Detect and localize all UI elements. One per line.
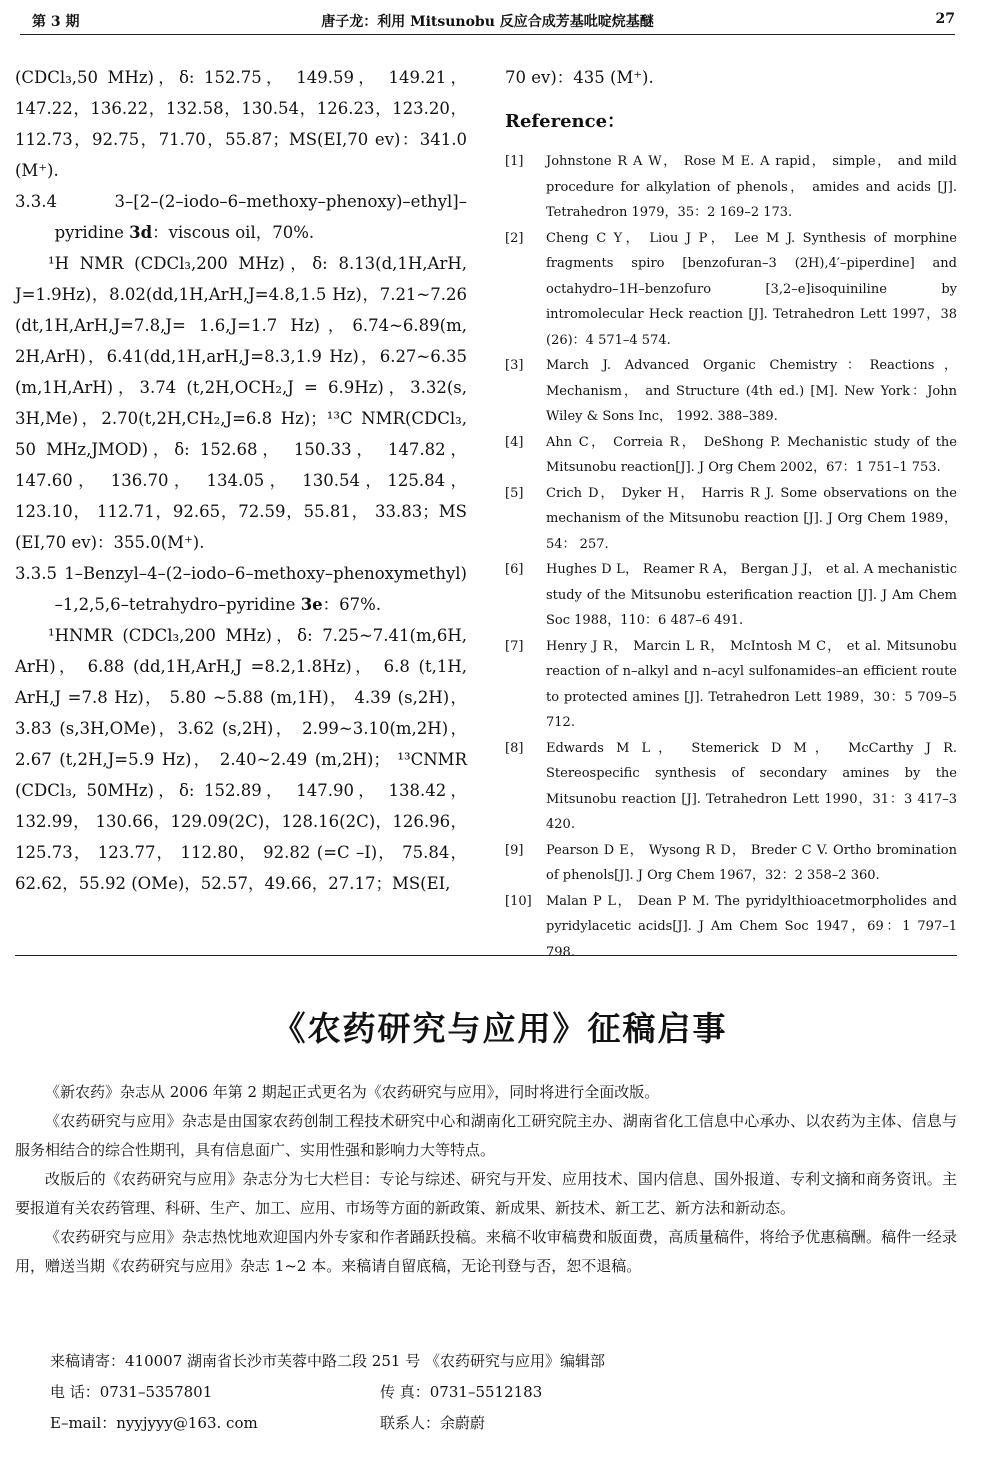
reference-number: [9] — [505, 842, 524, 858]
compound-info: ：67%. — [322, 595, 382, 614]
reference-item — [505, 889, 957, 966]
reference-number: [7] — [505, 638, 524, 654]
phone-number: 电 话：0731–5357801 — [50, 1383, 213, 1401]
reference-item — [505, 149, 957, 226]
reference-text: Crich D， Dyker H， Harris R J. Some observations on the mechanism of the Mitsunobu reaction [J]. J Org Chem 1989，54： 257. — [546, 485, 957, 552]
reference-number: [3] — [505, 358, 524, 373]
notice-paragraph: 《农药研究与应用》杂志热忱地欢迎国内外专家和作者踊跃投稿。来稿不收审稿费和版面费，高质量稿件，将给予优惠稿酬。稿件一经录用，赠送当期《农药研究与应用》杂志 1~2 本。来稿请自留底稿，无论刊登与否，恕不退稿。 — [15, 1228, 957, 1275]
contact-block — [50, 1346, 930, 1439]
reference-number: [10] — [505, 893, 532, 909]
email-address: E–mail：nyyjyyy@163. com — [50, 1414, 258, 1432]
reference-number: [2] — [505, 230, 524, 246]
left-column — [15, 62, 467, 899]
compound-name: 3.3.4 3–[2–(2–iodo–6–methoxy–phenoxy)–ethyl]– pyridine — [15, 192, 467, 242]
fax-number: 传 真：0731–5512183 — [380, 1383, 543, 1401]
running-title: 唐子龙：利用 Mitsunobu 反应合成芳基吡啶烷基醚 — [321, 14, 654, 30]
contact-person: 联系人：余蔚蔚 — [380, 1414, 486, 1432]
reference-number: [5] — [505, 485, 524, 501]
reference-item — [505, 353, 957, 430]
section-3-3-5-heading — [15, 558, 467, 620]
reference-number: [8] — [505, 740, 524, 756]
reference-item — [505, 736, 957, 838]
notice-paragraph: 《新农药》杂志从 2006 年第 2 期起正式更名为《农药研究与应用》，同时将进行全面改版。 — [45, 1083, 660, 1101]
reference-number: [4] — [505, 434, 524, 450]
reference-number: [6] — [505, 562, 524, 577]
nmr-data-paragraph: ¹HNMR (CDCl₃,200 MHz)，δ: 7.25~7.41(m,6H, ArH)， 6.88 (dd,1H,ArH,J =8.2,1.8Hz)， 6.8 (t,1H, ArH,J =7.8 Hz)， 5.80 ~5.88 (m,1H)， 4.39 (s,2H)， 3.83 (s,3H,OMe)，3.62 (s,2H)， 2.99~3.10(m,2H)， 2.67 (t,2H,J=5.9 Hz)， 2.40~2.49 (m,2H)； ¹³CNMR (CDCl₃, 50MHz)，δ: 152.89， 147.90， 138.42， 132.99， 130.66，129.09(2C)，128.16(2C)，126.96， 125.73， 123.77， 112.80， 92.82 (=C –I)， 75.84， 62.62，55.92 (OMe)，52.57，49.66，27.17；MS(EI, — [15, 626, 467, 893]
reference-text: Pearson D E， Wysong R D， Breder C V. Ortho bromination of phenols[J]. J Org Chem 1967，32：2 358–2 360. — [546, 842, 957, 883]
mailing-address: 来稿请寄：410007 湖南省长沙市芙蓉中路二段 251 号 《农药研究与应用》编辑部 — [50, 1352, 605, 1370]
compound-name: 3.3.5 1–Benzyl–4–(2–iodo–6–methoxy–phenoxymethyl) –1,2,5,6–tetrahydro–pyridine — [15, 564, 467, 614]
reference-text: March J. Advanced Organic Chemistry：Reactions，Mechanism， and Structure (4th ed.) [M]. New York：John Wiley & Sons Inc， 1992. 388–389. — [546, 358, 957, 424]
reference-number: [1] — [505, 154, 524, 169]
running-header — [20, 8, 955, 35]
ms-data-continuation: 70 ev)：435 (M⁺). — [505, 68, 654, 87]
right-column — [505, 62, 957, 965]
reference-item — [505, 838, 957, 889]
reference-heading: Reference： — [505, 111, 626, 132]
reference-text: Malan P L， Dean P M. The pyridylthioacetmorpholides and pyridylacetic acids[J]. J Am Chem Soc 1947，69：1 797–1 798. — [546, 893, 957, 960]
reference-item — [505, 226, 957, 354]
notice-title: 《农药研究与应用》征稿启事 — [272, 1009, 728, 1048]
reference-text: Cheng C Y， Liou J P， Lee M J. Synthesis of morphine fragments spiro [benzofuran–3 (2H),4′–piperdine] and octahydro–1H–benzofuro [3,2–e]isoquiniline by intromolecular Heck reaction [J]. Tetrahedron Lett 1997，38 (26)：4 571–4 574. — [546, 230, 957, 348]
notice-paragraph: 改版后的《农药研究与应用》杂志分为七大栏目：专论与综述、研究与开发、应用技术、国内信息、国外报道、专利文摘和商务资讯。主要报道有关农药管理、科研、生产、加工、应用、市场等方面的新政策、新成果、新技术、新工艺、新方法和新动态。 — [15, 1170, 957, 1217]
notice-body — [15, 1078, 957, 1281]
nmr-data-paragraph: ¹H NMR (CDCl₃,200 MHz)，δ: 8.13(d,1H,ArH, J=1.9Hz)，8.02(dd,1H,ArH,J=4.8,1.5 Hz)，7.21~7.26 (dt,1H,ArH,J=7.8,J= 1.6,J=1.7 Hz)，6.74~6.89(m, 2H,ArH)，6.41(dd,1H,arH,J=8.3,1.9 Hz)，6.27~6.35 (m,1H,ArH)，3.74 (t,2H,OCH₂,J = 6.9Hz)，3.32(s, 3H,Me)，2.70(t,2H,CH₂,J=6.8 Hz)；¹³C NMR(CDCl₃, 50 MHz,JMOD)，δ: 152.68， 150.33， 147.82， 147.60， 136.70， 134.05， 130.54，125.84， 123.10， 112.71，92.65，72.59，55.81， 33.83；MS (EI,70 ev)：355.0(M⁺). — [15, 254, 467, 552]
reference-item — [505, 557, 957, 634]
reference-item — [505, 634, 957, 736]
nmr-data-paragraph: (CDCl₃,50 MHz)，δ: 152.75， 149.59， 149.21， 147.22，136.22，132.58，130.54，126.23，123.20， 112.73，92.75，71.70，55.87；MS(EI,70 ev)：341.0 (M⁺). — [15, 68, 467, 180]
notice-paragraph: 《农药研究与应用》杂志是由国家农药创制工程技术研究中心和湖南化工研究院主办、湖南省化工信息中心承办、以农药为主体、信息与服务相结合的综合性期刊，具有信息面广、实用性强和影响力大等特点。 — [15, 1112, 957, 1159]
section-divider — [15, 955, 957, 956]
reference-item — [505, 481, 957, 558]
compound-label: 3d — [129, 223, 153, 242]
reference-item — [505, 430, 957, 481]
issue-label: 第 3 期 — [32, 14, 80, 30]
reference-text: Edwards M L， Stemerick D M， McCarthy J R. Stereospecific synthesis of secondary amines by the Mitsunobu reaction [J]. Tetrahedron Lett 1990，31：3 417–3 420. — [546, 740, 957, 832]
reference-text: Hughes D L， Reamer R A， Bergan J J， et al. A mechanistic study of the Mitsunobu esterification reaction [J]. J Am Chem Soc 1988，110：6 487–6 491. — [546, 562, 957, 628]
section-3-3-4-heading — [15, 186, 467, 248]
reference-text: Henry J R， Marcin L R， McIntosh M C， et al. Mitsunobu reaction of n–alkyl and n–acyl sulfonamides–an efficient route to protected amines [J]. Tetrahedron Lett 1989，30：5 709–5 712. — [546, 638, 957, 730]
reference-text: Johnstone R A W， Rose M E. A rapid， simple， and mild procedure for alkylation of phenols， amides and acids [J]. Tetrahedron 1979，35：2 169–2 173. — [546, 154, 957, 220]
reference-text: Ahn C， Correia R， DeShong P. Mechanistic study of the Mitsunobu reaction[J]. J Org Chem 2002，67：1 751–1 753. — [546, 434, 957, 475]
compound-label: 3e — [300, 595, 323, 614]
page-number: 27 — [935, 11, 955, 27]
reference-list — [505, 149, 957, 965]
compound-info: ：viscous oil，70%. — [152, 223, 315, 242]
